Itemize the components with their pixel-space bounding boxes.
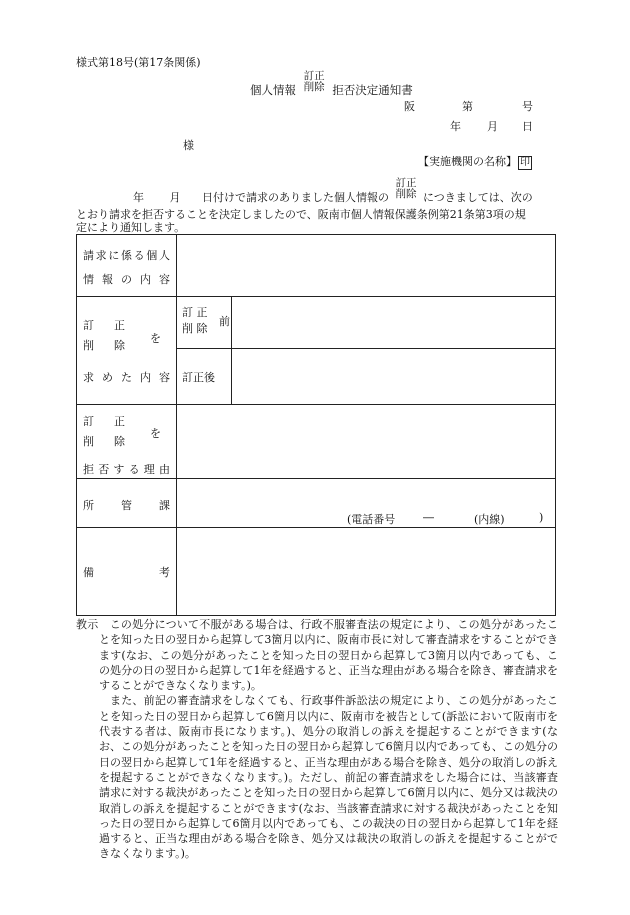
phone-label: (電話番号 bbox=[347, 513, 396, 526]
date-day: 日 bbox=[522, 120, 533, 133]
label-char: 求 bbox=[95, 249, 107, 262]
row-requested-info bbox=[77, 235, 556, 297]
title-option-delete: 削除 bbox=[303, 81, 325, 93]
label-char: の bbox=[121, 273, 132, 286]
label-char: 報 bbox=[102, 273, 113, 286]
phone-dash: ― bbox=[423, 511, 434, 524]
teaching-notice bbox=[76, 617, 558, 862]
label-department-text bbox=[83, 497, 170, 513]
value-department[interactable] bbox=[177, 479, 556, 528]
label-char: 請 bbox=[83, 249, 94, 262]
label-char: 考 bbox=[159, 566, 170, 579]
body-line-2: とおり請求を拒否することを決定しましたので、阪南市個人情報保護条例第21条第3項の規 bbox=[76, 208, 526, 221]
label-char: 情 bbox=[83, 273, 94, 286]
teaching-lead: 教示 bbox=[76, 618, 99, 631]
label-requested-content bbox=[77, 297, 177, 405]
label-char: 人 bbox=[158, 249, 170, 262]
row-department bbox=[77, 479, 556, 528]
label-char: 係 bbox=[120, 249, 132, 262]
label-char: す bbox=[113, 463, 125, 476]
body-year: 年 bbox=[133, 191, 144, 204]
label-char: 正 bbox=[114, 319, 125, 332]
sub-before: 前 bbox=[219, 315, 230, 328]
body-line-1 bbox=[133, 177, 533, 204]
label-char: 正 bbox=[114, 415, 125, 428]
title-option-stack bbox=[304, 71, 325, 93]
label-requested-info-line-1 bbox=[83, 247, 170, 263]
label-char: 削 bbox=[83, 435, 94, 448]
label-department bbox=[77, 479, 177, 528]
title-prefix: 個人情報 bbox=[250, 83, 296, 97]
doc-no-suffix: 号 bbox=[522, 100, 533, 113]
label-char: 削 bbox=[83, 339, 94, 352]
label-char: め bbox=[102, 371, 113, 384]
agency-name bbox=[418, 155, 532, 170]
value-after[interactable] bbox=[232, 349, 556, 405]
date-month: 月 bbox=[487, 120, 498, 133]
label-char: 訂 bbox=[83, 415, 94, 428]
label-char: 容 bbox=[159, 371, 170, 384]
recipient-suffix: 様 bbox=[183, 139, 194, 152]
row-requested-content-before bbox=[77, 297, 556, 349]
label-refusal-reason bbox=[77, 405, 177, 479]
doc-no-prefix: 阪 bbox=[404, 100, 415, 113]
label-char: 由 bbox=[158, 463, 170, 476]
phone-extension: (内線) bbox=[474, 513, 505, 526]
body-option-delete: 削除 bbox=[395, 188, 417, 200]
label-char: 除 bbox=[114, 339, 125, 352]
seal-mark: 印 bbox=[520, 157, 530, 168]
label-char: 拒 bbox=[83, 463, 94, 476]
label-remarks-text bbox=[83, 564, 170, 580]
label-char: 求 bbox=[83, 371, 94, 384]
row-refusal-reason bbox=[77, 405, 556, 479]
label-char: る bbox=[133, 249, 145, 262]
value-refusal-reason[interactable] bbox=[177, 405, 556, 479]
label-char: 内 bbox=[140, 273, 151, 286]
teaching-para-1-text: この処分について不服がある場合は、行政不服審査法の規定により、この処分があったことを知った日の翌日から起算して3箇月以内に、阪南市長に対して審査請求をすることができます(なお、この処分があったことを知った日の翌日から起算して3箇月以内であっても、この処分の日の翌日から起算して1年を経過すると、正当な理由がある場合を除き、審査請求をすることができなくなります。)。 bbox=[99, 618, 559, 693]
label-requested-info-line-2 bbox=[83, 271, 170, 287]
doc-no-mid: 第 bbox=[462, 100, 473, 113]
label-char: る bbox=[128, 463, 140, 476]
agency-name-label: 【実施機関の名称】 bbox=[418, 155, 517, 168]
body-after: につきましては、次の bbox=[423, 191, 533, 204]
label-refusal-reason-line-2 bbox=[83, 461, 170, 477]
phone-close: ) bbox=[539, 511, 544, 524]
label-char: た bbox=[121, 371, 132, 384]
label-wo-1: を bbox=[150, 332, 161, 345]
teaching-para-1 bbox=[76, 617, 558, 693]
label-wo-2: を bbox=[150, 427, 161, 440]
body-date-text: 日付けで請求のありました個人情報の bbox=[202, 191, 389, 204]
title-suffix: 拒否決定通知書 bbox=[332, 83, 413, 97]
form-number: 様式第18号(第17条関係) bbox=[76, 56, 201, 69]
label-char: 課 bbox=[159, 499, 170, 512]
row-remarks bbox=[77, 528, 556, 616]
label-char: 所 bbox=[83, 499, 94, 512]
value-remarks[interactable] bbox=[177, 528, 556, 616]
sub-after: 訂正後 bbox=[182, 371, 215, 384]
label-char: 容 bbox=[159, 273, 170, 286]
date-year: 年 bbox=[450, 120, 461, 133]
label-char: 管 bbox=[121, 499, 132, 512]
sub-option-delete: 削 除 bbox=[182, 322, 208, 335]
teaching-para-2: また、前記の審査請求をしなくても、行政事件訴訟法の規定により、この処分があったことを知った日の翌日から起算して6箇月以内に、阪南市を被告として(訴訟において阪南市を代表する者は、阪南市長になります。)、処分の取消しの訴えを提起することができます(なお、この処分があったことを知った日の翌日から起算して6箇月以内であっても、この処分の日の翌日から起算して1年を経過すると、正当な理由がある場合を除き、処分の取消しの訴えを提起することができなくなります。)。ただし、前記の審査請求をした場合には、当該審査請求に対する裁決があったことを知った日の翌日から起算して6箇月以内に、処分又は裁決の取消しの訴えを提起することができます(なお、当該審査請求に対する裁決があったことを知った日の翌日から起算して6箇月以内であっても、この裁決の日の翌日から起算して1年を経過すると、正当な理由がある場合を除き、処分又は裁決の取消しの訴えを提起することができなくなります。)。 bbox=[99, 694, 558, 861]
form-table bbox=[76, 234, 556, 616]
label-char: 備 bbox=[83, 566, 94, 579]
label-char: 理 bbox=[143, 463, 155, 476]
title-option-correct: 訂正 bbox=[303, 70, 325, 82]
body-month: 月 bbox=[169, 191, 181, 204]
label-requested-content-line-2 bbox=[83, 369, 170, 385]
label-remarks bbox=[77, 528, 177, 616]
body-option-stack bbox=[396, 178, 417, 200]
value-requested-info[interactable] bbox=[177, 235, 556, 297]
value-before[interactable] bbox=[232, 297, 556, 349]
label-char: 個 bbox=[146, 249, 158, 262]
sub-option-correct: 訂 正 bbox=[182, 306, 208, 319]
label-char: に bbox=[108, 249, 120, 262]
sub-label-before bbox=[177, 297, 232, 349]
label-char: 否 bbox=[98, 463, 110, 476]
document-title bbox=[250, 70, 413, 97]
sub-label-after bbox=[177, 349, 232, 405]
label-char: 内 bbox=[140, 371, 151, 384]
label-char: 訂 bbox=[83, 319, 94, 332]
label-char: 除 bbox=[114, 435, 125, 448]
body-line-3: 定により通知します。 bbox=[76, 221, 186, 234]
body-option-correct: 訂正 bbox=[395, 177, 417, 189]
label-requested-info bbox=[77, 235, 177, 297]
